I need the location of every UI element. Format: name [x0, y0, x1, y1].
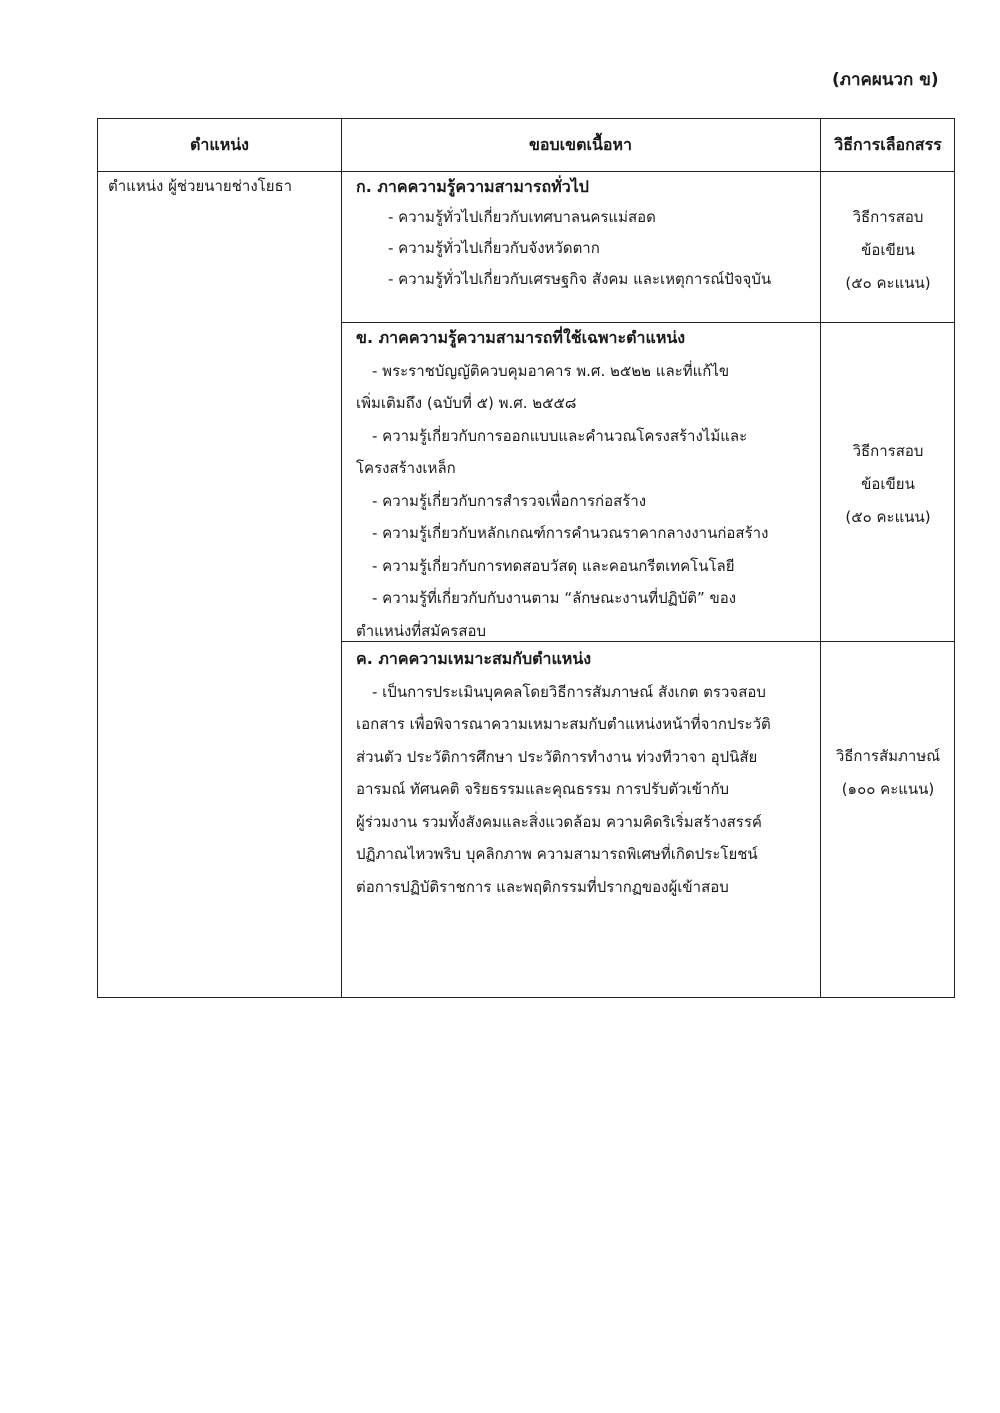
method-line: (๑๐๐ คะแนน) [841, 780, 935, 798]
column-divider [341, 119, 342, 997]
method-line: (๕๐ คะแนน) [845, 274, 931, 292]
selection-criteria-table [97, 118, 955, 998]
header-position: ตำแหน่ง [190, 134, 249, 154]
section-suitability [356, 643, 816, 903]
method-written-exam-a [820, 201, 956, 300]
content-line: - พระราชบัญญัติควบคุมอาคาร พ.ศ. ๒๕๒๒ และที่แก้ไข [372, 361, 730, 380]
method-line: วิธีการสอบ [852, 442, 924, 460]
method-written-exam-b [820, 435, 956, 534]
section-title: ก. ภาคความรู้ความสามารถทั่วไป [356, 177, 589, 196]
content-line: ปฏิภาณไหวพริบ บุคลิกภาพ ความสามารถพิเศษที่เกิดประโยชน์ [356, 845, 758, 863]
method-line: ข้อเขียน [861, 475, 915, 493]
method-line: ข้อเขียน [861, 241, 915, 259]
position-name: ตำแหน่ง ผู้ช่วยนายช่างโยธา [108, 177, 293, 195]
header-method: วิธีการเลือกสรร [834, 134, 942, 154]
method-interview [820, 740, 956, 806]
content-line: ส่วนตัว ประวัติการศึกษา ประวัติการทำงาน ท่วงทีวาจา อุปนิสัย [356, 747, 758, 766]
appendix-label: (ภาคผนวก ข) [832, 70, 939, 90]
content-line: - ความรู้เกี่ยวกับหลักเกณฑ์การคำนวณราคากลางงานก่อสร้าง [372, 524, 769, 542]
section-position-specific [356, 322, 816, 647]
content-line: - ความรู้เกี่ยวกับการสำรวจเพื่อการก่อสร้าง [372, 491, 647, 510]
content-line: - ความรู้เกี่ยวกับการออกแบบและคำนวณโครงสร้างไม้และ [372, 426, 748, 445]
content-line: โครงสร้างเหล็ก [356, 459, 456, 477]
content-line: - เป็นการประเมินบุคคลโดยวิธีการสัมภาษณ์ สังเกต ตรวจสอบ [372, 682, 766, 701]
content-line: อารมณ์ ทัศนคติ จริยธรรมและคุณธรรม การปรับตัวเข้ากับ [356, 780, 730, 798]
content-line: - ความรู้ทั่วไปเกี่ยวกับเศรษฐกิจ สังคม และเหตุการณ์ปัจจุบัน [388, 270, 772, 288]
content-line: - ความรู้ทั่วไปเกี่ยวกับจังหวัดตาก [388, 239, 600, 257]
content-line: เพิ่มเติมถึง (ฉบับที่ ๕) พ.ศ. ๒๕๕๘ [356, 394, 577, 412]
section-title: ข. ภาคความรู้ความสามารถที่ใช้เฉพาะตำแหน่ง [356, 328, 686, 347]
section-general-knowledge [356, 171, 816, 295]
content-line: - ความรู้ที่เกี่ยวกับกับงานตาม “ลักษณะงานที่ปฏิบัติ” ของ [372, 589, 737, 607]
content-line: ผู้ร่วมงาน รวมทั้งสังคมและสิ่งแวดล้อม ความคิดริเริ่มสร้างสรรค์ [356, 812, 762, 831]
method-line: วิธีการสัมภาษณ์ [835, 747, 941, 765]
method-line: (๕๐ คะแนน) [845, 508, 931, 526]
method-line: วิธีการสอบ [852, 208, 924, 226]
content-line: ตำแหน่งที่สมัครสอบ [356, 621, 487, 640]
header-scope: ขอบเขตเนื้อหา [528, 134, 633, 154]
section-title: ค. ภาคความเหมาะสมกับตำแหน่ง [356, 649, 592, 668]
content-line: - ความรู้ทั่วไปเกี่ยวกับเทศบาลนครแม่สอด [388, 208, 656, 226]
content-line: ต่อการปฏิบัติราชการ และพฤติกรรมที่ปรากฏของผู้เข้าสอบ [356, 877, 729, 896]
content-line: - ความรู้เกี่ยวกับการทดสอบวัสดุ และคอนกรีตเทคโนโลยี [372, 556, 735, 575]
content-line: เอกสาร เพื่อพิจารณาความเหมาะสมกับตำแหน่งหน้าที่จากประวัติ [356, 715, 771, 733]
